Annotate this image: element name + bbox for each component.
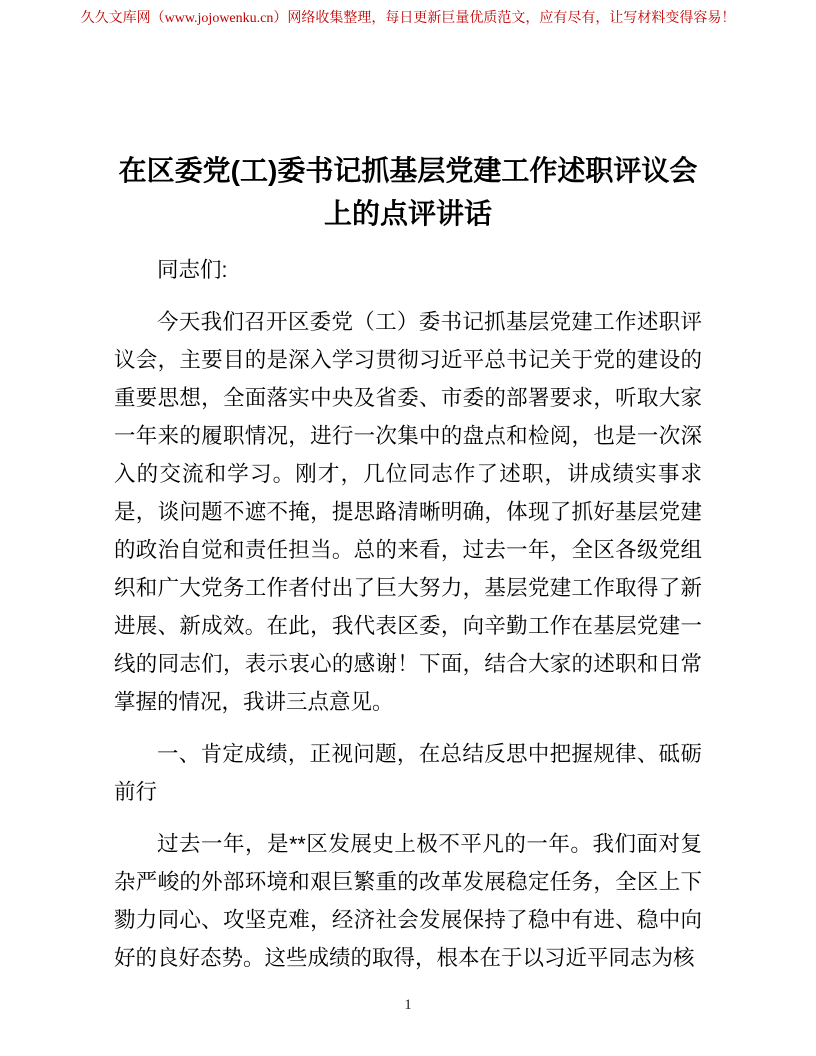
- document-title: 在区委党(工)委书记抓基层党建工作述职评议会上的点评讲话: [118, 155, 698, 229]
- paragraph-opening: 今天我们召开区委党（工）委书记抓基层党建工作述职评议会，主要目的是深入学习贯彻习近平总书记关于党的建设的重要思想，全面落实中央及省委、市委的部署要求，听取大家一年来的履职情况，进行一次集中的盘点和检阅，也是一次深入的交流和学习。刚才，几位同志作了述职，讲成绩实事求是，谈问题不遮不掩，提思路清晰明确，体现了抓好基层党建的政治自觉和责任担当。总的来看，过去一年，全区各级党组织和广大党务工作者付出了巨大努力，基层党建工作取得了新进展、新成效。在此，我代表区委，向辛勤工作在基层党建一线的同志们，表示衷心的感谢！下面，结合大家的述职和日常掌握的情况，我讲三点意见。: [114, 310, 702, 714]
- page-number: 1: [404, 997, 412, 1013]
- site-watermark-notice: 久久文库网（www.jojowenku.cn）网络收集整理，每日更新巨量优质范文，应有尽有，让写材料变得容易！: [80, 11, 736, 26]
- document-body: [114, 251, 702, 977]
- section-heading-one: 一、肯定成绩，正视问题，在总结反思中把握规律、砥砺前行: [114, 742, 702, 804]
- paragraph-section-one-body: 过去一年，是**区发展史上极不平凡的一年。我们面对复杂严峻的外部环境和艰巨繁重的改革发展稳定任务，全区上下勠力同心、攻坚克难，经济社会发展保持了稳中有进、稳中向好的良好态势。这些成绩的取得，根本在于以习近平同志为核: [114, 832, 702, 970]
- salutation: 同志们:: [157, 258, 228, 282]
